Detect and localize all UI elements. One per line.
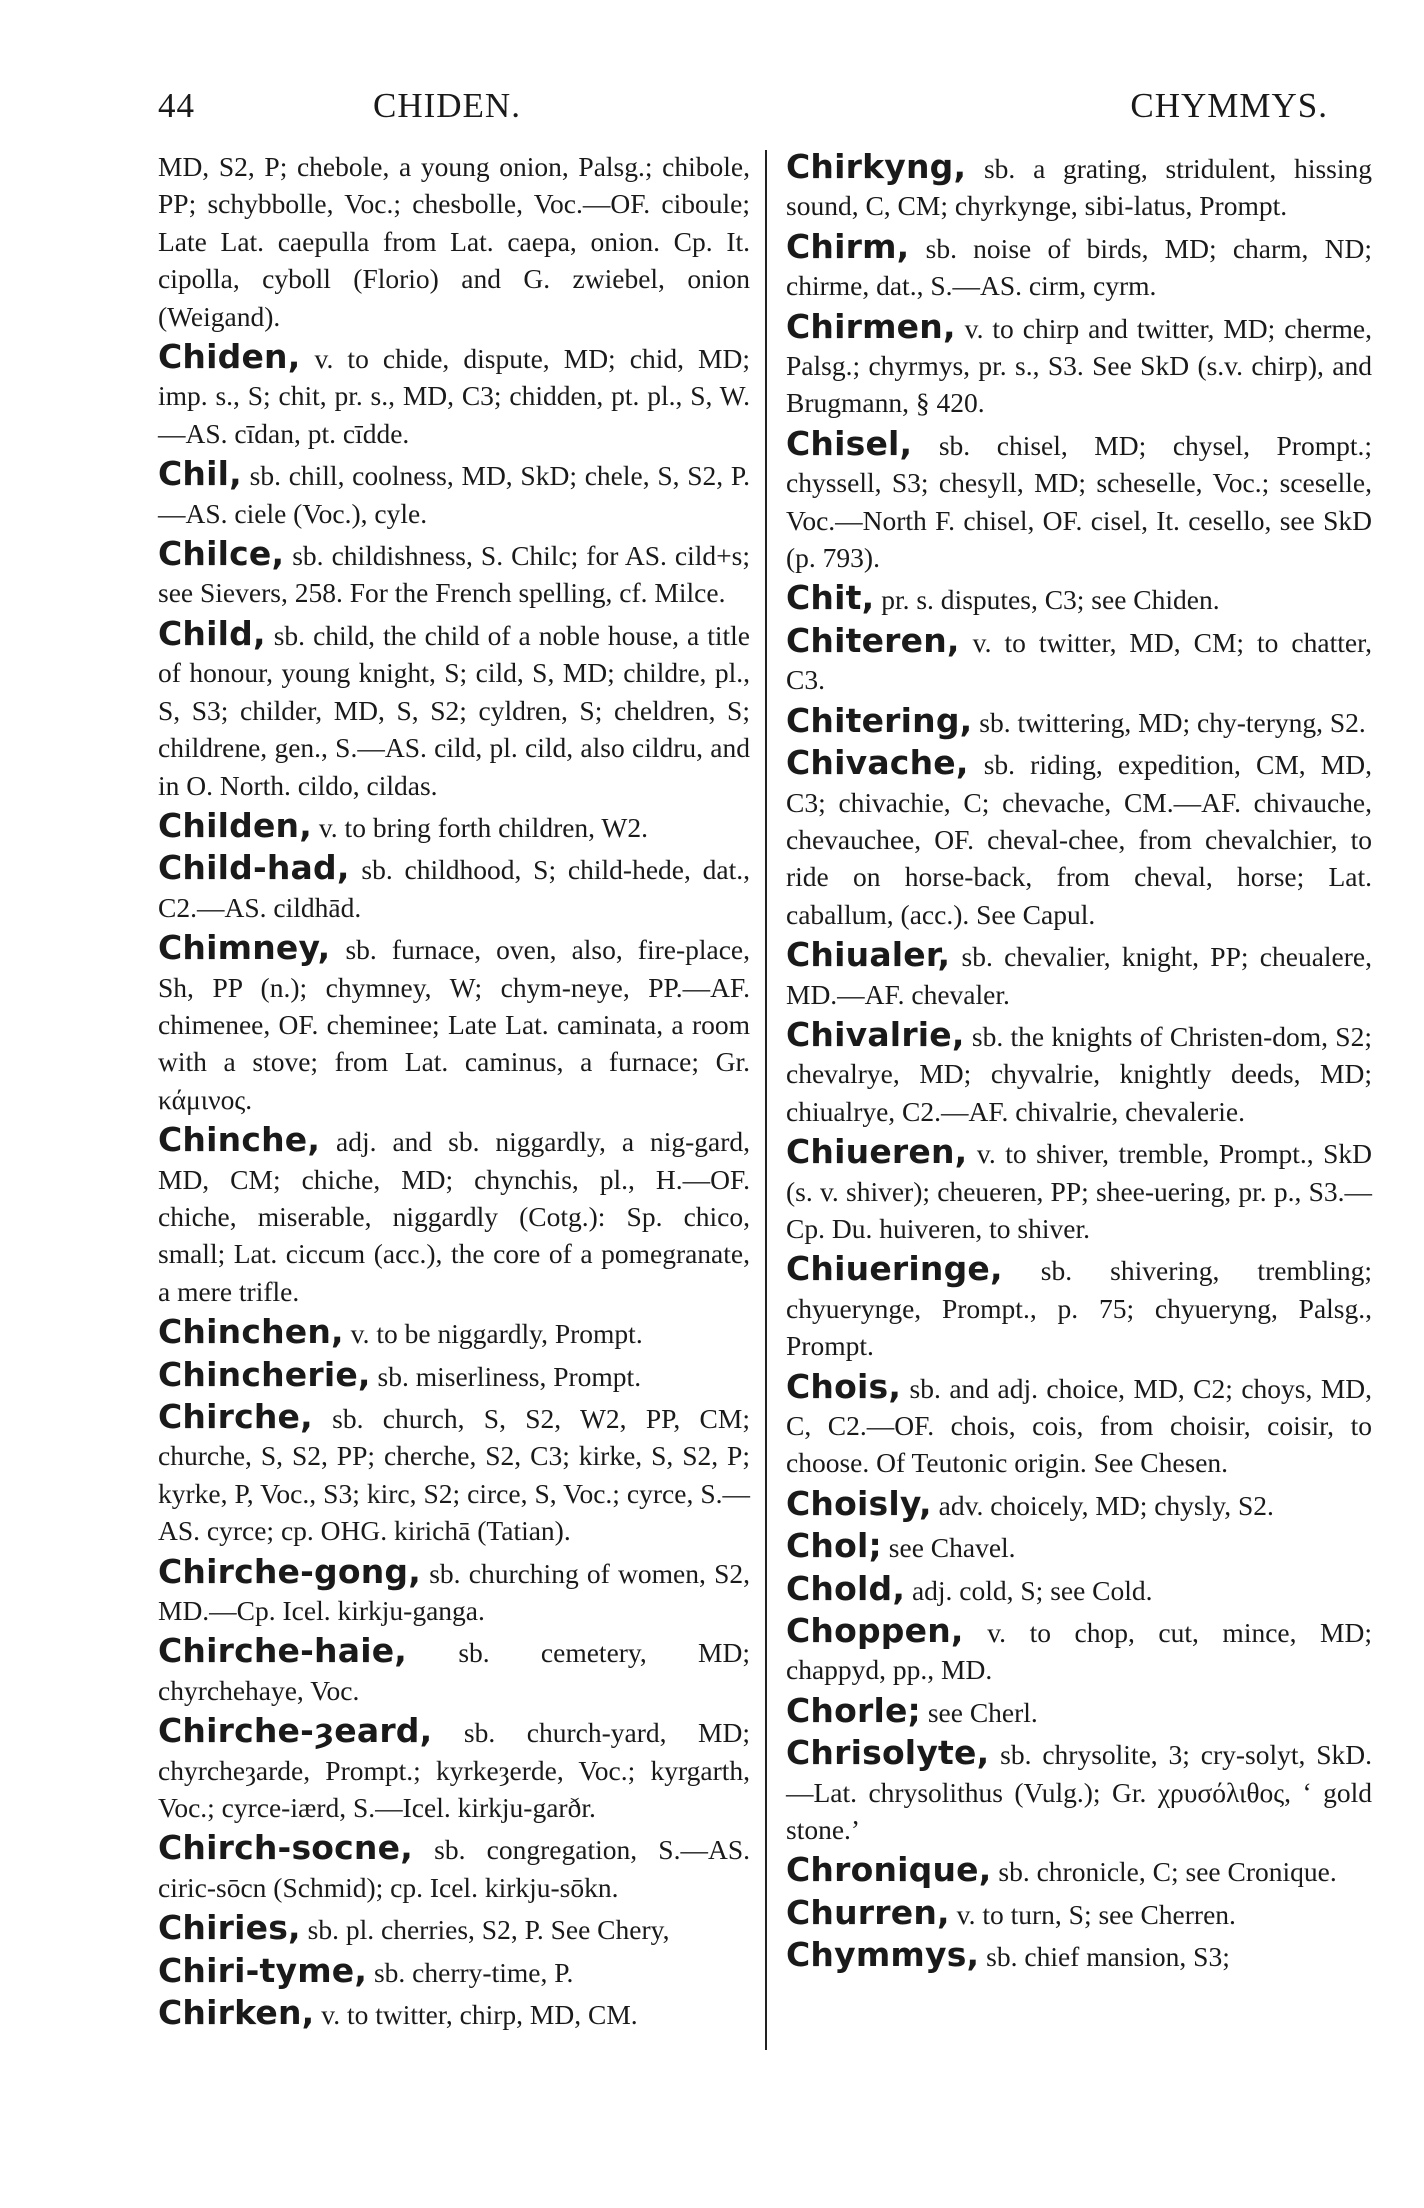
dictionary-entry xyxy=(786,1368,1372,1482)
entry-headword: Chiteren, xyxy=(786,620,960,660)
entry-headword: Chinchen, xyxy=(158,1312,344,1352)
entry-definition: v. to be niggardly, Prompt. xyxy=(350,1318,643,1350)
entry-definition: adj. and sb. niggardly, a nig-gard, MD, CM; chiche, MD; chynchis, pl., H.—OF. chiche, miserable, niggardly (Cotg.): Sp. chico, small; Lat. ciccum (acc.), the core of a pomegranate, a mere trifle. xyxy=(158,1126,751,1307)
right-column xyxy=(786,148,1372,1979)
entry-definition: v. to chirp and twitter, MD; cherme, Palsg.; chyrmys, pr. s., S3. See SkD (s.v. chirp), and Brugmann, § 420. xyxy=(786,312,1372,419)
dictionary-entry xyxy=(786,148,1372,225)
entry-headword: Chincherie, xyxy=(158,1354,371,1394)
dictionary-entry xyxy=(786,1894,1372,1933)
entry-headword: Chirche-ȝeard, xyxy=(158,1711,433,1751)
dictionary-entry xyxy=(158,1632,750,1709)
dictionary-entry xyxy=(786,1692,1372,1731)
entry-definition: sb. chief mansion, S3; xyxy=(986,1941,1230,1973)
dictionary-entry xyxy=(786,579,1372,618)
entry-definition: v. to chide, dispute, MD; chid, MD; imp. s., S; chit, pr. s., MD, C3; chidden, pt. pl., S, W.—AS. cīdan, pt. cīdde. xyxy=(158,343,750,449)
entry-definition: sb. and adj. choice, MD, C2; choys, MD, C, C2.—OF. chois, cois, from choisir, coisir, to choose. Of Teutonic origin. See Chesen. xyxy=(786,1372,1373,1479)
dictionary-entry xyxy=(786,1734,1372,1848)
dictionary-entry xyxy=(158,455,750,532)
entry-definition: adv. choicely, MD; chysly, S2. xyxy=(938,1489,1274,1521)
entry-definition: sb. chrysolite, 3; cry-solyt, SkD.—Lat. chrysolithus (Vulg.); Gr. χρυσόλιθος, ‘ gold stone.’ xyxy=(786,1739,1372,1846)
entry-headword: Chivache, xyxy=(786,743,969,783)
entry-definition: see Chavel. xyxy=(888,1532,1016,1564)
entry-definition: sb. cherry-time, P. xyxy=(373,1956,574,1988)
dictionary-entry xyxy=(158,1553,750,1630)
dictionary-entry xyxy=(158,148,750,335)
running-header xyxy=(158,86,1328,136)
entry-headword: Chiden, xyxy=(158,337,301,377)
dictionary-entry xyxy=(786,1527,1372,1566)
entry-definition: sb. chisel, MD; chysel, Prompt.; chyssell, S3; chesyll, MD; scheselle, Voc.; sceselle, Voc.—North F. chisel, OF. cisel, It. cesello, see SkD (p. 793). xyxy=(786,429,1372,574)
entry-definition: sb. church, S, S2, W2, PP, CM; churche, S, S2, PP; cherche, S2, C3; kirke, S, S2, P; kyrke, P, Voc., S3; kirc, S2; circe, S, Voc.; cyrce, S.—AS. cyrce; cp. OHG. kirichā (Tatian). xyxy=(158,1403,750,1547)
entry-definition: sb. pl. cherries, S2, P. See Chery, xyxy=(307,1914,670,1946)
entry-definition: sb. churching of women, S2, MD.—Cp. Icel. kirkju-ganga. xyxy=(158,1557,750,1627)
dictionary-entry xyxy=(786,308,1372,422)
entry-headword: Chirche, xyxy=(158,1397,313,1436)
entry-headword: Chymmys, xyxy=(786,1935,980,1975)
dictionary-entry xyxy=(158,615,750,804)
entry-headword: Chirkyng, xyxy=(786,147,967,186)
entry-definition: adj. cold, S; see Cold. xyxy=(911,1574,1153,1606)
entry-headword: Chimney, xyxy=(158,928,331,968)
entry-definition: sb. riding, expedition, CM, MD, C3; chivachie, C; chevache, CM.—AF. chivauche, chevauchee, OF. cheval-chee, from chevalchier, to ride on horse-back, from cheval, horse; Lat. caballum, (acc.). See Capul. xyxy=(786,749,1372,930)
entry-definition: sb. congregation, S.—AS. ciric-sōcn (Schmid); cp. Icel. kirkju-sōkn. xyxy=(158,1834,750,1903)
entry-definition: sb. cemetery, MD; chyrchehaye, Voc. xyxy=(158,1637,750,1706)
column-divider xyxy=(765,150,767,2050)
dictionary-entry xyxy=(786,1016,1372,1130)
dictionary-entry xyxy=(158,1356,750,1395)
entry-definition: sb. chill, coolness, MD, SkD; chele, S, S2, P.—AS. ciele (Voc.), cyle. xyxy=(158,460,751,529)
entry-definition: sb. chronicle, C; see Cronique. xyxy=(998,1856,1337,1888)
dictionary-entry xyxy=(158,1994,750,2033)
entry-definition: sb. a grating, stridulent, hissing sound, C, CM; chyrkynge, sibi-latus, Prompt. xyxy=(786,153,1372,222)
dictionary-entry xyxy=(786,425,1372,577)
entry-headword: Childen, xyxy=(158,805,312,845)
page-number: 44 xyxy=(158,86,195,125)
entry-headword: Child-had, xyxy=(158,848,350,888)
entry-definition: v. to turn, S; see Cherren. xyxy=(956,1898,1236,1930)
dictionary-entry xyxy=(158,929,750,1118)
entry-headword: Chirmen, xyxy=(786,306,956,346)
dictionary-entry xyxy=(786,1612,1372,1689)
entry-definition: v. to twitter, chirp, MD, CM. xyxy=(321,1999,638,2031)
entry-definition: v. to bring forth children, W2. xyxy=(318,811,649,843)
dictionary-entry xyxy=(786,1570,1372,1609)
entry-headword: Choppen, xyxy=(786,1611,964,1651)
entry-definition: v. to chop, cut, mince, MD; chappyd, pp., MD. xyxy=(786,1617,1373,1686)
entry-definition: v. to twitter, MD, CM; to chatter, C3. xyxy=(786,626,1372,696)
entry-definition: see Cherl. xyxy=(927,1696,1038,1728)
dictionary-entry xyxy=(158,1952,750,1991)
dictionary-entry xyxy=(786,1485,1372,1524)
entry-headword: Chirm, xyxy=(786,226,910,266)
entry-definition: sb. noise of birds, MD; charm, ND; chirme, dat., S.—AS. cirm, cyrm. xyxy=(786,232,1372,302)
dictionary-entry xyxy=(158,1829,750,1906)
entry-definition: sb. furnace, oven, also, fire-place, Sh, PP (n.); chymney, W; chym-neye, PP.—AF. chimenee, OF. cheminee; Late Lat. caminata, a room with a stove; from Lat. caminus, a furnace; Gr. κάμινος. xyxy=(158,934,751,1115)
entry-headword: Chisel, xyxy=(786,423,913,463)
entry-headword: Chirche-gong, xyxy=(158,1551,421,1591)
dictionary-entry xyxy=(158,1398,750,1550)
entry-definition: sb. church-yard, MD; chyrcheȝarde, Prompt.; kyrkeȝerde, Voc.; kyrgarth, Voc.; cyrce-iærd, S.—Icel. kirkju-garðr. xyxy=(158,1717,750,1824)
entry-definition: sb. child, the child of a noble house, a title of honour, young knight, S; cild, S, MD; childre, pl., S, S3; childer, MD, S, S2; cyldren, S; cheldren, S; childrene, gen., S.—AS. cild, pl. cild, also cildru, and in O. North. cildo, cildas. xyxy=(158,619,750,801)
dictionary-entry xyxy=(786,622,1372,699)
dictionary-entry xyxy=(158,1121,750,1310)
dictionary-entry xyxy=(158,807,750,846)
entry-headword: Chiualer, xyxy=(786,935,951,975)
left-column xyxy=(158,148,750,2037)
entry-headword: Chilce, xyxy=(158,534,285,574)
entry-definition: v. to shiver, tremble, Prompt., SkD (s. v. shiver); cheueren, PP; shee-uering, pr. p., S3.—Cp. Du. huiveren, to shiver. xyxy=(786,1138,1372,1244)
entry-headword: Chirche-haie, xyxy=(158,1631,408,1671)
entry-headword: Chirken, xyxy=(158,1993,315,2033)
dictionary-entry xyxy=(786,228,1372,305)
left-running-headword: CHIDEN. xyxy=(373,86,521,125)
dictionary-entry xyxy=(786,1936,1372,1975)
entry-definition: sb. the knights of Christen-dom, S2; chevalrye, MD; chyvalrie, knightly deeds, MD; chiualrye, C2.—AF. chivalrie, chevalerie. xyxy=(786,1020,1372,1127)
entry-definition: MD, S2, P; chebole, a young onion, Palsg.; chibole, PP; schybbolle, Voc.; chesbolle, Voc.—OF. ciboule; Late Lat. caepulla from Lat. caepa, onion. Cp. It. cipolla, cyboll (Florio) and G. zwiebel, onion (Weigand). xyxy=(158,151,750,332)
dictionary-entry xyxy=(158,849,750,926)
dictionary-entry xyxy=(786,702,1372,741)
entry-headword: Chitering, xyxy=(786,700,973,740)
entry-headword: Child, xyxy=(158,613,266,653)
entry-headword: Chronique, xyxy=(786,1850,992,1890)
entry-headword: Chiueren, xyxy=(786,1132,968,1172)
entry-headword: Chorle; xyxy=(786,1690,921,1730)
dictionary-entry xyxy=(786,1133,1372,1247)
right-running-headword: CHYMMYS. xyxy=(1130,86,1328,125)
entry-definition: sb. childishness, S. Chilc; for AS. cild+s; see Sievers, 258. For the French spelling, cf. Milce. xyxy=(158,540,750,609)
entry-headword: Churren, xyxy=(786,1892,950,1932)
entry-headword: Chiri-tyme, xyxy=(158,1950,368,1990)
entry-headword: Chrisolyte, xyxy=(786,1733,990,1773)
dictionary-entry xyxy=(786,936,1372,1013)
dictionary-entry xyxy=(158,1712,750,1826)
entry-headword: Chold, xyxy=(786,1568,906,1608)
entry-definition: sb. chevalier, knight, PP; cheualere, MD.—AF. chevaler. xyxy=(786,941,1373,1010)
entry-headword: Chit, xyxy=(786,578,875,618)
entry-definition: sb. twittering, MD; chy-teryng, S2. xyxy=(979,706,1366,738)
dictionary-entry xyxy=(786,1851,1372,1890)
dictionary-entry xyxy=(786,744,1372,933)
dictionary-entry xyxy=(158,535,750,612)
entry-headword: Chol; xyxy=(786,1526,882,1566)
entry-headword: Chiries, xyxy=(158,1908,301,1948)
entry-headword: Chois, xyxy=(786,1366,902,1406)
entry-definition: sb. childhood, S; child-hede, dat., C2.—AS. cildhād. xyxy=(158,854,751,923)
entry-headword: Chirch-socne, xyxy=(158,1828,413,1868)
entry-definition: sb. miserliness, Prompt. xyxy=(377,1360,642,1392)
dictionary-entry xyxy=(158,1313,750,1352)
entry-headword: Chivalrie, xyxy=(786,1014,965,1054)
entry-headword: Chil, xyxy=(158,454,242,494)
entry-definition: sb. shivering, trembling; chyuerynge, Prompt., p. 75; chyueryng, Palsg., Prompt. xyxy=(786,1255,1372,1362)
entry-headword: Choisly, xyxy=(786,1483,932,1523)
entry-headword: Chiueringe, xyxy=(786,1249,1003,1289)
entry-definition: pr. s. disputes, C3; see Chiden. xyxy=(881,584,1220,616)
dictionary-entry xyxy=(158,338,750,452)
dictionary-entry xyxy=(786,1250,1372,1364)
dictionary-entry xyxy=(158,1909,750,1948)
entry-headword: Chinche, xyxy=(158,1120,321,1160)
